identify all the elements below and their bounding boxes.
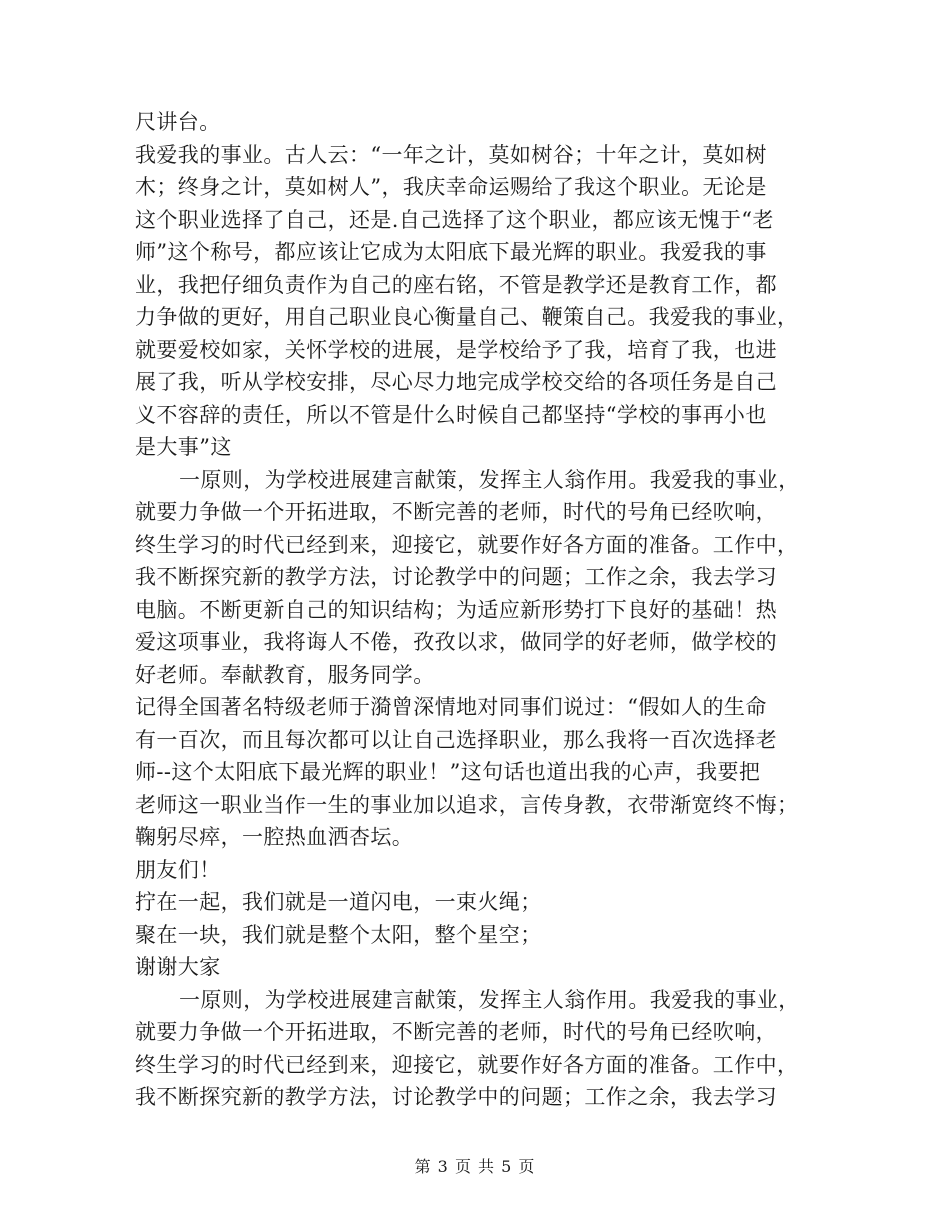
text-line: 拧在一起，我们就是一道闪电，一束火绳；: [135, 890, 542, 914]
text-line: 有一百次，而且每次都可以让自己选择职业，那么我将一百次选择老: [135, 727, 777, 752]
text-line: 终生学习的时代已经到来，迎接它，就要作好各方面的准备。工作中，: [135, 532, 799, 557]
text-line: 就要爱校如家，关怀学校的进展，是学校给予了我，培育了我，也进: [135, 337, 777, 362]
text-line: 尺讲台。: [135, 110, 221, 134]
text-line: 我不断探究新的教学方法，讨论教学中的问题；工作之余，我去学习: [135, 1085, 777, 1109]
text-line: 师--这个太阳底下最光辉的职业！”这句话也道出我的心声，我要把: [135, 760, 761, 784]
text-line: 师”这个称号，都应该让它成为太阳底下最光辉的职业。我爱我的事: [135, 240, 767, 264]
text-line: 木；终身之计，莫如树人”，我庆幸命运赐给了我这个职业。无论是: [135, 175, 767, 199]
text-line: 电脑。不断更新自己的知识结构；为适应新形势打下良好的基础！热: [135, 597, 777, 622]
text-line: 就要力争做一个开拓进取，不断完善的老师，时代的号角已经吹响，: [135, 1020, 777, 1044]
text-line: 谢谢大家: [135, 955, 221, 979]
text-line: 聚在一块，我们就是整个太阳，整个星空；: [135, 922, 542, 947]
text-line: 鞠躬尽瘁，一腔热血洒杏坛。: [135, 825, 414, 849]
text-line: 一原则，为学校进展建言献策，发挥主人翁作用。我爱我的事业，: [179, 467, 800, 492]
page-number-footer: 第 3 页 共 5 页: [414, 1157, 536, 1176]
text-line: 业，我把仔细负责作为自己的座右铭，不管是教学还是教育工作，都: [135, 272, 777, 297]
text-line: 一原则，为学校进展建言献策，发挥主人翁作用。我爱我的事业，: [179, 987, 800, 1012]
text-line: 爱这项事业，我将诲人不倦，孜孜以求，做同学的好老师，做学校的: [135, 630, 777, 654]
text-line: 终生学习的时代已经到来，迎接它，就要作好各方面的准备。工作中，: [135, 1052, 799, 1077]
text-line: 展了我，听从学校安排，尽心尽力地完成学校交给的各项任务是自己: [135, 370, 777, 394]
text-line: 朋友们！: [135, 857, 221, 882]
text-line: 我不断探究新的教学方法，讨论教学中的问题；工作之余，我去学习: [135, 565, 777, 589]
text-line: 记得全国著名特级老师于漪曾深情地对同事们说过：“假如人的生命: [135, 695, 767, 719]
document-body: [135, 106, 815, 1114]
text-line: 力争做的更好，用自己职业良心衡量自己、鞭策自己。我爱我的事业，: [135, 305, 799, 329]
text-line: 我爱我的事业。古人云：“一年之计，莫如树谷；十年之计，莫如树: [135, 142, 767, 167]
text-line: 这个职业选择了自己，还是.自己选择了这个职业，都应该无愧于“老: [135, 207, 774, 232]
text-line: 老师这一职业当作一生的事业加以追求，言传身教，衣带渐宽终不悔；: [135, 792, 799, 817]
text-line: 是大事”这: [135, 435, 232, 459]
text-line: 好老师。奉献教育，服务同学。: [135, 662, 435, 687]
text-line: 就要力争做一个开拓进取，不断完善的老师，时代的号角已经吹响，: [135, 500, 777, 524]
text-line: 义不容辞的责任，所以不管是什么时候自己都坚持“学校的事再小也: [135, 402, 767, 427]
